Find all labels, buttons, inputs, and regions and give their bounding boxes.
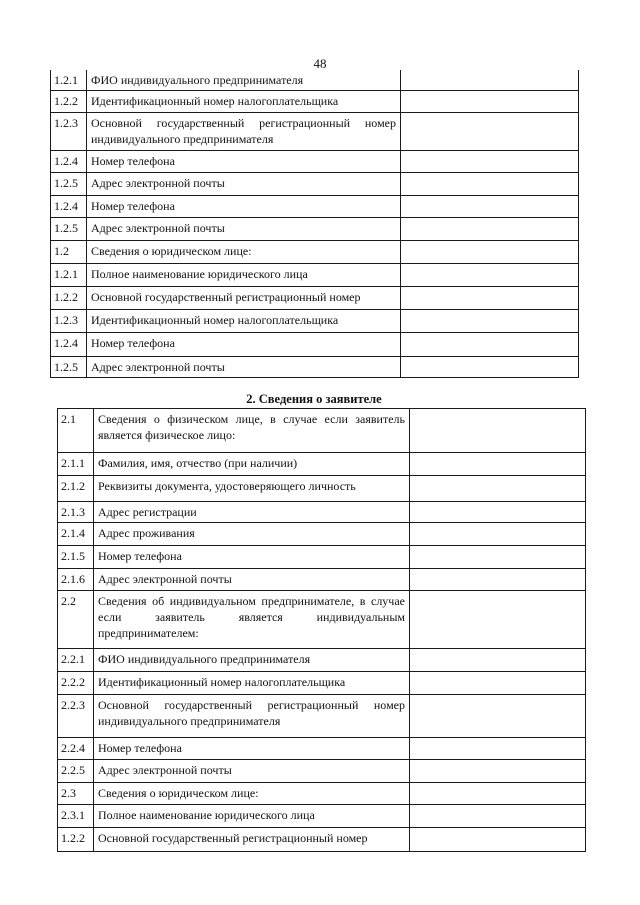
row-label: Сведения о юридическом лице: — [87, 241, 401, 264]
value-cell[interactable] — [410, 502, 586, 523]
form-table-1-body — [51, 70, 579, 378]
table-row — [51, 113, 579, 151]
row-number: 1.2.3 — [51, 113, 87, 151]
table-row — [51, 264, 579, 287]
table-row — [58, 591, 586, 649]
value-cell[interactable] — [401, 173, 579, 196]
row-number: 1.2.5 — [51, 357, 87, 378]
row-number: 2.2.4 — [58, 738, 94, 760]
table-row — [58, 523, 586, 546]
row-label: Адрес электронной почты — [87, 218, 401, 241]
value-cell[interactable] — [410, 805, 586, 828]
row-label: ФИО индивидуального предпринимателя — [94, 649, 410, 672]
table-row — [58, 649, 586, 672]
value-cell[interactable] — [401, 287, 579, 310]
table-row — [58, 760, 586, 783]
row-number: 1.2 — [51, 241, 87, 264]
row-number: 2.2.1 — [58, 649, 94, 672]
row-label: Номер телефона — [87, 151, 401, 173]
row-number: 2.2.5 — [58, 760, 94, 783]
row-number: 2.2.3 — [58, 695, 94, 738]
row-label: Идентификационный номер налогоплательщика — [94, 672, 410, 695]
table-row — [51, 218, 579, 241]
row-label: Адрес проживания — [94, 523, 410, 546]
row-number: 2.1.2 — [58, 476, 94, 502]
value-cell[interactable] — [401, 113, 579, 151]
table-row — [51, 173, 579, 196]
table-row — [51, 287, 579, 310]
row-label: Адрес электронной почты — [87, 173, 401, 196]
table-row — [58, 546, 586, 569]
table-row — [58, 409, 586, 453]
value-cell[interactable] — [410, 649, 586, 672]
row-label: Реквизиты документа, удостоверяющего личность — [94, 476, 410, 502]
value-cell[interactable] — [401, 91, 579, 113]
row-number: 2.3 — [58, 783, 94, 805]
row-label: Идентификационный номер налогоплательщика — [87, 310, 401, 333]
table-row — [51, 70, 579, 91]
value-cell[interactable] — [410, 591, 586, 649]
table-row — [58, 672, 586, 695]
row-label: Сведения об индивидуальном предпринимателе, в случае если заявитель является индивидуальным предпринимателем: — [94, 591, 410, 649]
row-label: Адрес электронной почты — [94, 760, 410, 783]
row-label: Сведения о физическом лице, в случае если заявитель является физическое лицо: — [94, 409, 410, 453]
value-cell[interactable] — [401, 196, 579, 218]
row-label: Номер телефона — [87, 333, 401, 357]
page-number: 48 — [313, 56, 327, 71]
value-cell[interactable] — [410, 476, 586, 502]
row-number: 1.2.5 — [51, 173, 87, 196]
value-cell[interactable] — [401, 151, 579, 173]
value-cell[interactable] — [401, 70, 579, 91]
row-number: 2.1 — [58, 409, 94, 453]
value-cell[interactable] — [410, 409, 586, 453]
row-label: Адрес регистрации — [94, 502, 410, 523]
value-cell[interactable] — [410, 828, 586, 852]
value-cell[interactable] — [410, 453, 586, 476]
form-table-2-body — [58, 409, 586, 852]
row-number: 2.1.5 — [58, 546, 94, 569]
row-number: 2.2.2 — [58, 672, 94, 695]
value-cell[interactable] — [410, 738, 586, 760]
row-number: 2.1.4 — [58, 523, 94, 546]
row-number: 2.2 — [58, 591, 94, 649]
table-row — [51, 241, 579, 264]
table-row — [58, 805, 586, 828]
row-number: 1.2.4 — [51, 151, 87, 173]
row-label: Основной государственный регистрационный номер индивидуального предпринимателя — [87, 113, 401, 151]
row-label: Сведения о юридическом лице: — [94, 783, 410, 805]
table-row — [58, 476, 586, 502]
value-cell[interactable] — [410, 523, 586, 546]
value-cell[interactable] — [401, 241, 579, 264]
table-row — [58, 453, 586, 476]
section-heading: 2. Сведения о заявителе — [246, 392, 382, 406]
row-label: Номер телефона — [94, 546, 410, 569]
row-number: 1.2.5 — [51, 218, 87, 241]
row-label: Полное наименование юридического лица — [94, 805, 410, 828]
value-cell[interactable] — [401, 310, 579, 333]
row-label: Идентификационный номер налогоплательщика — [87, 91, 401, 113]
table-row — [51, 196, 579, 218]
value-cell[interactable] — [410, 569, 586, 591]
row-number: 2.3.1 — [58, 805, 94, 828]
value-cell[interactable] — [410, 760, 586, 783]
row-number: 1.2.2 — [51, 91, 87, 113]
table-row — [51, 151, 579, 173]
table-row — [58, 569, 586, 591]
table-row — [58, 695, 586, 738]
row-number: 2.1.6 — [58, 569, 94, 591]
row-number: 2.1.1 — [58, 453, 94, 476]
table-row — [51, 333, 579, 357]
table-row — [51, 310, 579, 333]
row-label: Адрес электронной почты — [87, 357, 401, 378]
table-row — [51, 357, 579, 378]
row-number: 1.2.1 — [51, 70, 87, 91]
row-label: Адрес электронной почты — [94, 569, 410, 591]
value-cell[interactable] — [401, 333, 579, 357]
table-row — [58, 828, 586, 852]
value-cell[interactable] — [410, 546, 586, 569]
row-number: 1.2.4 — [51, 333, 87, 357]
table-row — [58, 502, 586, 523]
table-row — [58, 738, 586, 760]
row-label: Номер телефона — [87, 196, 401, 218]
row-label: Полное наименование юридического лица — [87, 264, 401, 287]
row-label: Фамилия, имя, отчество (при наличии) — [94, 453, 410, 476]
row-number: 1.2.2 — [51, 287, 87, 310]
row-number: 1.2.1 — [51, 264, 87, 287]
value-cell[interactable] — [401, 264, 579, 287]
row-number: 1.2.3 — [51, 310, 87, 333]
form-table-1 — [50, 70, 579, 378]
value-cell[interactable] — [410, 695, 586, 738]
row-label: Номер телефона — [94, 738, 410, 760]
row-label: Основной государственный регистрационный номер — [94, 828, 410, 852]
form-table-2 — [57, 408, 586, 852]
value-cell[interactable] — [401, 218, 579, 241]
value-cell[interactable] — [401, 357, 579, 378]
row-number: 1.2.4 — [51, 196, 87, 218]
row-number: 1.2.2 — [58, 828, 94, 852]
table-row — [58, 783, 586, 805]
value-cell[interactable] — [410, 783, 586, 805]
row-label: Основной государственный регистрационный номер — [87, 287, 401, 310]
row-label: Основной государственный регистрационный номер индивидуального предпринимателя — [94, 695, 410, 738]
row-number: 2.1.3 — [58, 502, 94, 523]
row-label: ФИО индивидуального предпринимателя — [87, 70, 401, 91]
table-row — [51, 91, 579, 113]
value-cell[interactable] — [410, 672, 586, 695]
